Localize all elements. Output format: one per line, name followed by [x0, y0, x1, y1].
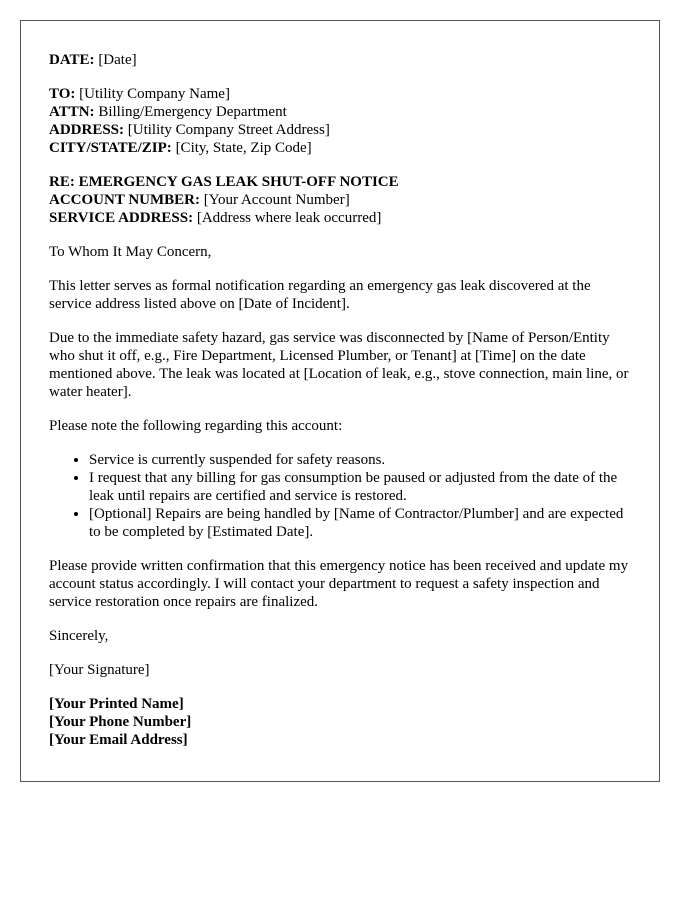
- address-label: ADDRESS:: [49, 122, 125, 138]
- contact-block: [49, 695, 631, 749]
- to-label: TO:: [49, 86, 76, 102]
- recipient-block: [49, 85, 631, 157]
- signature-placeholder: [Your Signature]: [49, 662, 150, 678]
- paragraph-notification: This letter serves as formal notification regarding an emergency gas leak discovered at the service address listed above on [Date of Incident].: [49, 278, 591, 312]
- sign-off: Sincerely,: [49, 628, 109, 644]
- subject-line: RE: EMERGENCY GAS LEAK SHUT-OFF NOTICE: [49, 174, 399, 190]
- account-number-label: ACCOUNT NUMBER:: [49, 192, 200, 208]
- paragraph-disconnection: Due to the immediate safety hazard, gas service was disconnected by [Name of Person/Entity who shut it off, e.g., Fire Department, Licensed Plumber, or Tenant] at [Time] on the date mentioned above. The leak was located at [Location of leak, e.g., stove connection, main line, or water heater].: [49, 330, 629, 400]
- printed-name: [Your Printed Name]: [49, 696, 184, 712]
- city-label: CITY/STATE/ZIP:: [49, 140, 172, 156]
- to-value: [Utility Company Name]: [79, 86, 230, 102]
- paragraph-confirmation: Please provide written confirmation that this emergency notice has been received and update my account status accordingly. I will contact your department to request a safety inspection and service restoration once repairs are finalized.: [49, 558, 629, 610]
- list-item: • Service is currently suspended for safety reasons.: [89, 451, 631, 469]
- date-block: [49, 51, 631, 69]
- phone-number: [Your Phone Number]: [49, 714, 192, 730]
- attn-value: Billing/Emergency Department: [98, 104, 287, 120]
- list-item: • [Optional] Repairs are being handled by [Name of Contractor/Plumber] and are expected to be completed by [Estimated Date].: [89, 505, 631, 541]
- city-value: [City, State, Zip Code]: [175, 140, 312, 156]
- service-address-value: [Address where leak occurred]: [196, 210, 382, 226]
- salutation: To Whom It May Concern,: [49, 244, 212, 260]
- letter-document: [20, 20, 660, 782]
- list-item: • I request that any billing for gas consumption be paused or adjusted from the date of the leak until repairs are certified and service is restored.: [89, 469, 631, 505]
- account-number-value: [Your Account Number]: [203, 192, 350, 208]
- service-address-label: SERVICE ADDRESS:: [49, 210, 194, 226]
- attn-label: ATTN:: [49, 104, 95, 120]
- email-address: [Your Email Address]: [49, 732, 188, 748]
- date-label: DATE:: [49, 52, 95, 68]
- address-value: [Utility Company Street Address]: [127, 122, 330, 138]
- date-value: [Date]: [98, 52, 137, 68]
- notes-list: [49, 451, 631, 541]
- subject-block: [49, 173, 631, 227]
- paragraph-note-intro: Please note the following regarding this account:: [49, 418, 343, 434]
